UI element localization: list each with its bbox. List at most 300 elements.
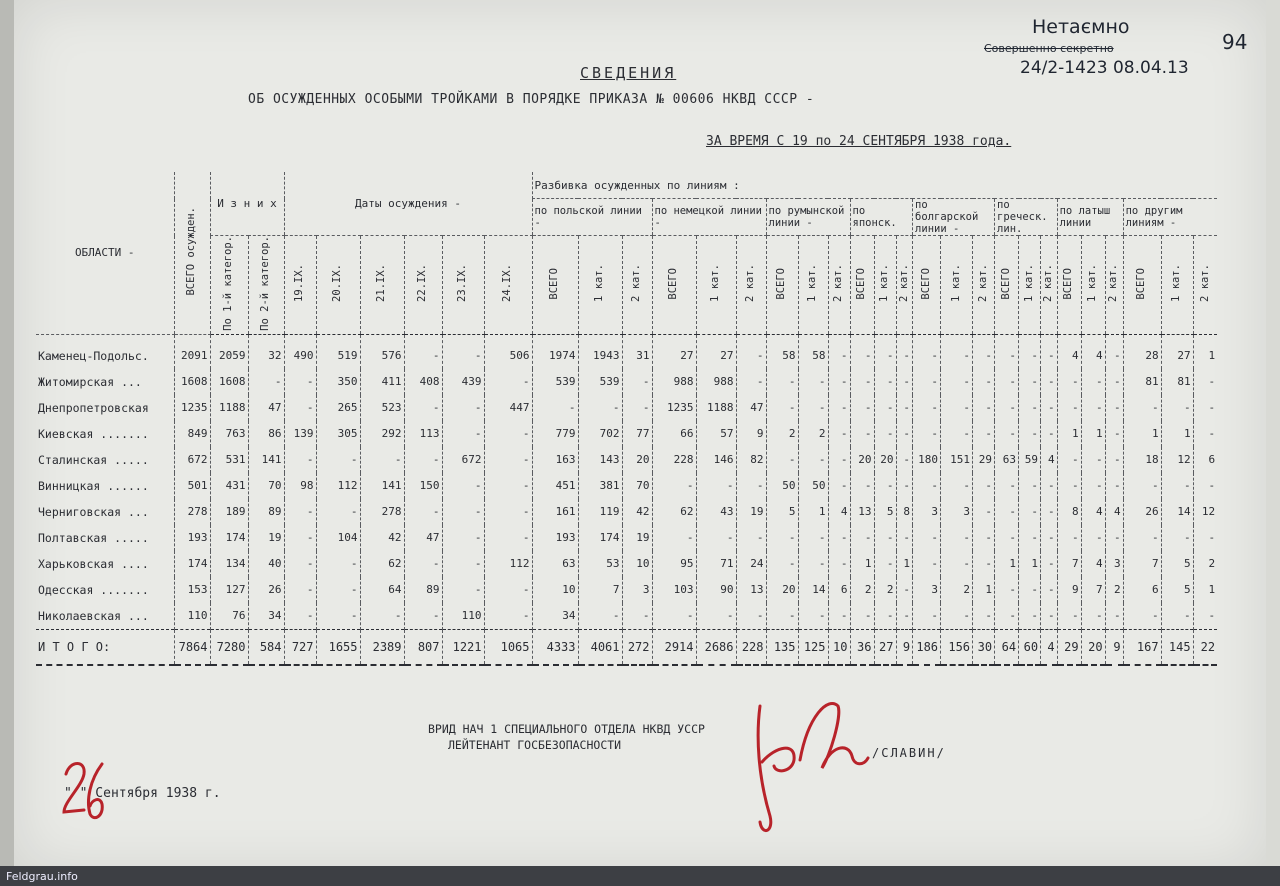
table-cell: - (442, 421, 484, 447)
table-cell: 4 (1105, 499, 1123, 525)
header-sub: 2 кат. (622, 236, 652, 335)
table-cell: 76 (210, 603, 248, 630)
header-sub: 1 кат. (578, 236, 622, 335)
header-total: ВСЕГО осужден. (174, 172, 210, 334)
table-cell: 1 (896, 551, 913, 577)
table-cell: 14 (1161, 499, 1193, 525)
table-cell: 2389 (360, 629, 404, 665)
table-cell: 2 (766, 421, 798, 447)
table-cell: 278 (174, 499, 210, 525)
region-name: Харьковская .... (38, 556, 149, 571)
header-sub: 2 кат. (1105, 236, 1123, 335)
table-cell: 146 (696, 447, 736, 473)
header-sub: 21.IX. (360, 236, 404, 335)
table-cell: - (913, 473, 941, 499)
table-cell: 7280 (210, 629, 248, 665)
table-cell: 1 (850, 551, 874, 577)
table-cell: - (484, 525, 532, 551)
table-cell: 727 (284, 629, 316, 665)
table-cell: 451 (532, 473, 578, 499)
table-cell: - (284, 369, 316, 395)
table-cell: - (995, 395, 1019, 421)
table-cell: 64 (995, 629, 1019, 665)
table-cell: - (1019, 525, 1041, 551)
table-cell: 103 (652, 577, 696, 603)
table-cell: - (578, 395, 622, 421)
table-cell: 4 (1057, 334, 1081, 369)
table-cell: - (1081, 603, 1105, 630)
table-cell: 20 (622, 447, 652, 473)
table-cell: - (850, 603, 874, 630)
region-name: Винницкая ...... (38, 478, 149, 493)
table-cell: 1 (1123, 421, 1161, 447)
table-cell: 1655 (316, 629, 360, 665)
table-cell: 110 (442, 603, 484, 630)
table-cell: - (622, 603, 652, 630)
table-cell: - (1041, 473, 1058, 499)
table-cell: 4 (1081, 551, 1105, 577)
header-sub: 1 кат. (1161, 236, 1193, 335)
table-cell: 3 (622, 577, 652, 603)
table-cell: - (1019, 473, 1041, 499)
table-cell: - (828, 473, 850, 499)
table-cell: 988 (652, 369, 696, 395)
table-cell: - (1193, 473, 1217, 499)
stamp-line-3: 24/2-1423 08.04.13 (1020, 58, 1189, 78)
table-cell: - (360, 603, 404, 630)
table-cell: - (1019, 395, 1041, 421)
table-cell: - (404, 499, 442, 525)
table-cell: 36 (850, 629, 874, 665)
handwritten-signature (744, 676, 874, 846)
table-cell: - (1161, 603, 1193, 630)
region-name: Полтавская ..... (38, 530, 149, 545)
table-cell: 180 (913, 447, 941, 473)
table-cell: - (874, 369, 896, 395)
table-cell: - (896, 577, 913, 603)
table-cell: - (1019, 603, 1041, 630)
table-cell: 47 (248, 395, 284, 421)
table-cell: 6 (1123, 577, 1161, 603)
table-cell: - (995, 334, 1019, 369)
table-row (36, 473, 1217, 499)
table-cell: - (696, 473, 736, 499)
table-cell: - (913, 525, 941, 551)
table-cell: 28 (1123, 334, 1161, 369)
stamp-line-1: Нетаємно (1032, 16, 1130, 38)
header-sub: ВСЕГО (766, 236, 798, 335)
table-cell: 447 (484, 395, 532, 421)
table-cell: - (896, 447, 913, 473)
table-cell: 29 (973, 447, 995, 473)
table-cell: 58 (798, 334, 828, 369)
header-sub: 23.IX. (442, 236, 484, 335)
table-cell: 506 (484, 334, 532, 369)
table-cell: 20 (1081, 629, 1105, 665)
document-subtitle: ОБ ОСУЖДЕННЫХ ОСОБЫМИ ТРОЙКАМИ В ПОРЯДКЕ ПРИКАЗА № 00606 НКВД СССР - (248, 92, 815, 107)
table-cell: - (995, 577, 1019, 603)
table-cell: - (850, 421, 874, 447)
table-cell: - (874, 421, 896, 447)
table-cell: 64 (360, 577, 404, 603)
table-cell: 8 (1057, 499, 1081, 525)
header-sub: 1 кат. (798, 236, 828, 335)
table-cell: - (973, 334, 995, 369)
table-cell: - (284, 447, 316, 473)
table-cell: - (736, 473, 766, 499)
table-cell: - (484, 603, 532, 630)
table-cell: 113 (404, 421, 442, 447)
header-group: по немецкой линии - (652, 199, 766, 236)
table-cell: - (284, 395, 316, 421)
table-cell: 50 (798, 473, 828, 499)
table-cell: - (828, 421, 850, 447)
region-name: Николаевская ... (38, 608, 149, 623)
handwritten-day (60, 756, 108, 826)
table-cell: 13 (850, 499, 874, 525)
table-cell: - (828, 551, 850, 577)
table-cell: - (1081, 447, 1105, 473)
header-dates: Даты осуждения - (284, 172, 532, 236)
table-cell: 4 (1041, 629, 1058, 665)
table-cell: 156 (941, 629, 973, 665)
table-cell: - (1105, 473, 1123, 499)
table-cell: 18 (1123, 447, 1161, 473)
table-cell: 4 (828, 499, 850, 525)
table-cell: - (798, 603, 828, 630)
table-cell: 127 (210, 577, 248, 603)
table-cell: - (913, 421, 941, 447)
header-sub: По 2-й категор. (248, 236, 284, 335)
header-sub: ВСЕГО (913, 236, 941, 335)
table-cell: - (896, 473, 913, 499)
data-table (36, 172, 1217, 666)
table-cell: - (484, 577, 532, 603)
table-cell: - (896, 395, 913, 421)
header-sub: ВСЕГО (652, 236, 696, 335)
table-cell: 4061 (578, 629, 622, 665)
table-cell: 2 (850, 577, 874, 603)
table-cell: 3 (913, 577, 941, 603)
table-cell: - (896, 334, 913, 369)
table-row (36, 499, 1217, 525)
table-cell: 12 (1161, 447, 1193, 473)
table-cell: - (766, 525, 798, 551)
table-cell: - (1161, 395, 1193, 421)
table-cell: 174 (174, 551, 210, 577)
table-cell: - (284, 603, 316, 630)
table-cell: 189 (210, 499, 248, 525)
table-cell: 193 (532, 525, 578, 551)
table-row (36, 525, 1217, 551)
table-cell: - (828, 447, 850, 473)
table-cell: 12 (1193, 499, 1217, 525)
table-cell: - (404, 334, 442, 369)
table-cell: - (284, 577, 316, 603)
table-cell: - (973, 473, 995, 499)
table-cell: 4 (1041, 447, 1058, 473)
table-cell: - (248, 369, 284, 395)
table-cell: 305 (316, 421, 360, 447)
table-cell: - (316, 603, 360, 630)
header-sub: 2 кат. (973, 236, 995, 335)
table-cell: - (1193, 421, 1217, 447)
table-cell: - (1193, 525, 1217, 551)
table-cell: 1 (1161, 421, 1193, 447)
table-cell: 523 (360, 395, 404, 421)
table-cell: 186 (913, 629, 941, 665)
header-group: по греческ. лин. (995, 199, 1058, 236)
table-cell: - (1041, 525, 1058, 551)
table-cell: 1 (973, 577, 995, 603)
table-cell: 86 (248, 421, 284, 447)
table-cell: - (1019, 421, 1041, 447)
table-cell: 2 (798, 421, 828, 447)
table-cell: 584 (248, 629, 284, 665)
table-cell: - (696, 603, 736, 630)
table-cell: - (973, 525, 995, 551)
table-cell: 63 (532, 551, 578, 577)
table-cell: 29 (1057, 629, 1081, 665)
table-cell: 1 (1081, 421, 1105, 447)
table-cell: - (874, 551, 896, 577)
table-cell: - (973, 421, 995, 447)
table-cell: - (1081, 369, 1105, 395)
table-cell: 1608 (210, 369, 248, 395)
table-cell: - (316, 499, 360, 525)
table-cell: - (1081, 395, 1105, 421)
table-cell: - (484, 369, 532, 395)
table-cell: 77 (622, 421, 652, 447)
table-cell: - (973, 369, 995, 395)
table-cell: - (941, 421, 973, 447)
document-title: СВЕДЕНИЯ (580, 64, 677, 82)
table-cell: - (1193, 603, 1217, 630)
table-cell: 10 (532, 577, 578, 603)
table-cell: - (874, 603, 896, 630)
header-sub: 20.IX. (316, 236, 360, 335)
table-cell: - (941, 551, 973, 577)
table-cell: - (1041, 603, 1058, 630)
table-cell: - (973, 499, 995, 525)
table-cell: 47 (404, 525, 442, 551)
table-cell: - (736, 369, 766, 395)
table-cell: - (284, 525, 316, 551)
table-cell: 22 (1193, 629, 1217, 665)
table-cell: 150 (404, 473, 442, 499)
table-cell: - (913, 603, 941, 630)
table-cell: - (484, 499, 532, 525)
header-sub: 2 кат. (896, 236, 913, 335)
table-row (36, 421, 1217, 447)
table-cell: - (1105, 447, 1123, 473)
header-sub: 2 кат. (1193, 236, 1217, 335)
table-cell: 31 (622, 334, 652, 369)
table-cell: - (798, 525, 828, 551)
table-cell: 13 (736, 577, 766, 603)
table-cell: - (798, 395, 828, 421)
table-cell: 70 (248, 473, 284, 499)
table-cell: 32 (248, 334, 284, 369)
table-cell: 20 (874, 447, 896, 473)
header-group: по румынской линии - (766, 199, 850, 236)
table-cell: - (913, 551, 941, 577)
table-cell: 7 (578, 577, 622, 603)
table-cell: - (874, 473, 896, 499)
table-cell: 539 (532, 369, 578, 395)
table-cell: - (442, 473, 484, 499)
table-cell: - (1105, 334, 1123, 369)
region-name: Житомирская ... (38, 374, 142, 389)
table-cell: 849 (174, 421, 210, 447)
table-cell: 98 (284, 473, 316, 499)
table-row (36, 395, 1217, 421)
table-cell: 1235 (174, 395, 210, 421)
table-cell: 104 (316, 525, 360, 551)
table-cell: - (995, 369, 1019, 395)
table-cell: - (766, 447, 798, 473)
table-cell: - (973, 603, 995, 630)
right-page-edge (1266, 0, 1280, 886)
table-cell: 141 (248, 447, 284, 473)
table-cell: 89 (404, 577, 442, 603)
signatory-rank: ЛЕЙТЕНАНТ ГОСБЕЗОПАСНОСТИ (448, 738, 622, 752)
table-cell: 70 (622, 473, 652, 499)
table-cell: 807 (404, 629, 442, 665)
table-cell: 2 (874, 577, 896, 603)
table-cell: 2914 (652, 629, 696, 665)
table-cell: 60 (1019, 629, 1041, 665)
table-cell: - (850, 473, 874, 499)
table-cell: 27 (652, 334, 696, 369)
table-cell: 702 (578, 421, 622, 447)
table-cell: - (1057, 395, 1081, 421)
header-sub: 1 кат. (874, 236, 896, 335)
table-cell: - (1041, 421, 1058, 447)
region-name: Киевская ....... (38, 426, 149, 441)
table-cell: 19 (622, 525, 652, 551)
table-cell: 119 (578, 499, 622, 525)
header-sub: 22.IX. (404, 236, 442, 335)
table-cell: - (766, 603, 798, 630)
table-cell: - (896, 369, 913, 395)
table-cell: 167 (1123, 629, 1161, 665)
table-cell: 672 (174, 447, 210, 473)
table-cell: 47 (736, 395, 766, 421)
table-cell: 431 (210, 473, 248, 499)
table-cell: 20 (766, 577, 798, 603)
table-cell: - (1123, 525, 1161, 551)
table-row (36, 369, 1217, 395)
table-cell: 7 (1081, 577, 1105, 603)
table-cell: - (404, 603, 442, 630)
table-cell: 50 (766, 473, 798, 499)
header-sub: 2 кат. (1041, 236, 1058, 335)
table-cell: - (736, 525, 766, 551)
table-cell: 143 (578, 447, 622, 473)
document-date: " " Сентября 1938 г. (64, 786, 221, 801)
table-cell: 151 (941, 447, 973, 473)
bottom-band (0, 866, 1280, 886)
table-cell: 34 (248, 603, 284, 630)
table-cell: 3 (913, 499, 941, 525)
table-cell: - (1041, 369, 1058, 395)
table-cell: - (874, 395, 896, 421)
table-cell: 4 (1081, 334, 1105, 369)
table-cell: - (1105, 395, 1123, 421)
table-cell: - (442, 334, 484, 369)
table-cell: - (1057, 525, 1081, 551)
table-cell: - (652, 603, 696, 630)
region-name: Одесская ....... (38, 582, 149, 597)
table-cell: - (995, 499, 1019, 525)
table-cell: - (1041, 551, 1058, 577)
table-cell: - (1161, 525, 1193, 551)
table-cell: 501 (174, 473, 210, 499)
table-cell: - (1019, 369, 1041, 395)
table-cell: - (896, 603, 913, 630)
table-cell: - (766, 395, 798, 421)
table-cell: 125 (798, 629, 828, 665)
table-cell: 9 (896, 629, 913, 665)
table-cell: 779 (532, 421, 578, 447)
region-name: Сталинская ..... (38, 452, 149, 467)
signatory-name: /СЛАВИН/ (872, 746, 946, 760)
table-cell: 8 (896, 499, 913, 525)
table-cell: 9 (1105, 629, 1123, 665)
region-name: Черниговская ... (38, 504, 149, 519)
table-cell: - (995, 525, 1019, 551)
header-sub: 1 кат. (696, 236, 736, 335)
table-cell: 228 (652, 447, 696, 473)
table-cell: - (736, 603, 766, 630)
table-cell: - (1123, 473, 1161, 499)
region-name: И Т О Г О: (36, 629, 174, 665)
table-cell: - (850, 369, 874, 395)
table-cell: - (1193, 395, 1217, 421)
table-cell: - (652, 473, 696, 499)
header-sub: ВСЕГО (1123, 236, 1161, 335)
table-cell: 228 (736, 629, 766, 665)
table-cell: 26 (1123, 499, 1161, 525)
table-cell: - (798, 447, 828, 473)
table-cell: - (798, 369, 828, 395)
table-cell: 265 (316, 395, 360, 421)
table-cell: 71 (696, 551, 736, 577)
table-cell: - (850, 334, 874, 369)
table-cell: 1 (995, 551, 1019, 577)
header-sub: 19.IX. (284, 236, 316, 335)
table-cell: - (1041, 395, 1058, 421)
table-cell: 43 (696, 499, 736, 525)
table-cell: 89 (248, 499, 284, 525)
table-cell: - (404, 551, 442, 577)
table-cell: 145 (1161, 629, 1193, 665)
signatory-position: ВРИД НАЧ 1 СПЕЦИАЛЬНОГО ОТДЕЛА НКВД УССР (428, 722, 705, 736)
header-sub: 1 кат. (1081, 236, 1105, 335)
header-sub: ВСЕГО (850, 236, 874, 335)
table-cell: - (941, 603, 973, 630)
table-cell: 1974 (532, 334, 578, 369)
watermark: Feldgrau.info (6, 870, 78, 883)
table-cell: - (850, 395, 874, 421)
table-cell: 2686 (696, 629, 736, 665)
table-cell: 2 (1193, 551, 1217, 577)
table-cell: - (995, 603, 1019, 630)
table-cell: 135 (766, 629, 798, 665)
table-cell: - (484, 447, 532, 473)
left-page-edge (0, 0, 14, 886)
